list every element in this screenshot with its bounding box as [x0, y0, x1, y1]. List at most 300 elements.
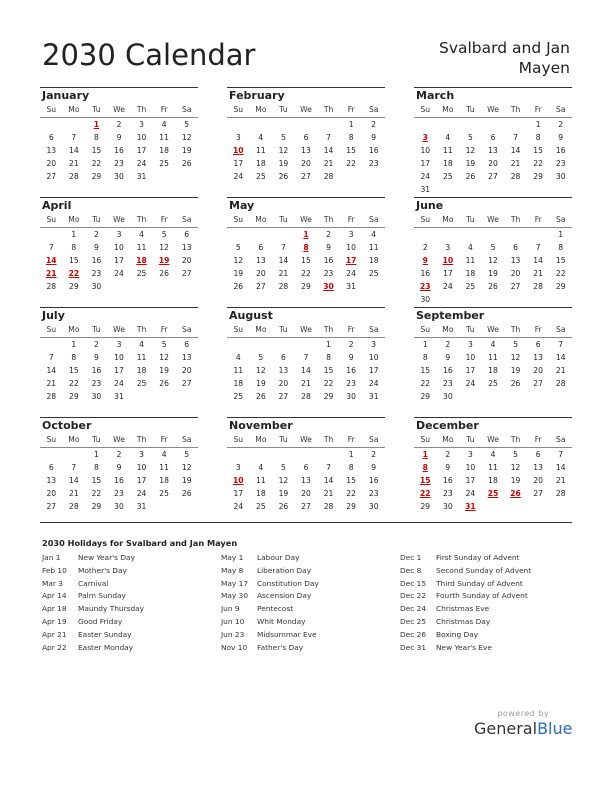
day-cell: 28	[555, 379, 566, 388]
weekday-label: Fr	[160, 105, 168, 114]
day-cell: 20	[533, 366, 543, 375]
month-name: May	[229, 199, 255, 212]
weekday-label: Su	[233, 325, 244, 334]
day-cell: 25	[159, 489, 169, 498]
day-cell: 3	[235, 463, 241, 472]
holiday-date: Feb 10	[42, 565, 67, 575]
weekday-label: Fr	[347, 215, 355, 224]
day-cell: 13	[488, 146, 498, 155]
day-cell: 6	[184, 340, 190, 349]
day-cell: 27	[256, 282, 266, 291]
day-cell: 26	[181, 159, 192, 168]
day-cell: 17	[368, 366, 379, 375]
empty-cell	[227, 448, 250, 461]
empty-cell	[482, 228, 505, 241]
day-cell: 7	[48, 353, 54, 362]
weekday-label: Sa	[369, 215, 379, 224]
day-cell: 1	[71, 340, 77, 349]
day-cell: 30	[443, 392, 453, 401]
month-october	[40, 417, 198, 513]
day-cell: 18	[159, 476, 169, 485]
holiday-row	[221, 565, 401, 578]
empty-cell	[317, 448, 340, 461]
day-cell: 13	[533, 353, 543, 362]
empty-cell	[317, 118, 340, 131]
holiday-name: Whit Monday	[257, 616, 306, 626]
day-cell: 11	[465, 256, 476, 265]
day-cell: 19	[510, 476, 521, 485]
holiday-date: Jan 1	[42, 553, 61, 562]
holiday-day: 21	[45, 269, 57, 278]
day-cell: 25	[136, 269, 147, 278]
day-cell: 27	[46, 502, 57, 511]
holiday-row	[42, 603, 222, 616]
day-cell: 27	[533, 379, 543, 388]
day-cell: 4	[490, 340, 496, 349]
day-cell: 30	[91, 392, 102, 401]
day-cell: 28	[69, 172, 79, 181]
weekday-label: We	[300, 435, 312, 444]
holiday-date: Apr 18	[42, 604, 67, 614]
month-march	[414, 87, 572, 196]
holidays-column	[221, 552, 401, 654]
empty-cell	[295, 118, 318, 131]
day-cell: 11	[256, 476, 266, 485]
day-cell: 17	[114, 256, 124, 265]
day-cell: 26	[159, 269, 169, 278]
day-cell: 22	[301, 269, 311, 278]
holiday-row	[42, 590, 222, 603]
holiday-row	[42, 578, 222, 591]
day-grid	[227, 338, 385, 403]
weekday-header	[40, 213, 198, 228]
day-cell: 12	[510, 353, 521, 362]
empty-cell	[250, 338, 273, 351]
day-cell: 21	[510, 159, 521, 168]
day-cell: 14	[555, 463, 566, 472]
empty-cell	[504, 118, 527, 131]
holiday-date: Jun 23	[221, 629, 245, 639]
day-cell: 27	[181, 269, 192, 278]
page-title: 2030 Calendar	[42, 38, 256, 72]
day-cell: 29	[69, 282, 79, 291]
day-cell: 22	[420, 379, 431, 388]
weekday-label: Tu	[92, 105, 101, 114]
holiday-name: Easter Sunday	[78, 629, 132, 639]
day-cell: 24	[114, 269, 124, 278]
day-cell: 9	[371, 463, 377, 472]
day-cell: 15	[420, 366, 431, 375]
empty-cell	[40, 448, 63, 461]
holiday-date: Dec 26	[400, 629, 427, 639]
weekday-label: Tu	[466, 215, 475, 224]
holiday-name: Mother's Day	[78, 565, 127, 575]
day-cell: 12	[465, 146, 476, 155]
month-name: July	[42, 309, 65, 322]
day-cell: 19	[159, 366, 169, 375]
holiday-date: May 17	[221, 578, 249, 588]
day-cell: 16	[346, 366, 356, 375]
holiday-day: 10	[232, 146, 244, 155]
day-cell: 28	[278, 282, 289, 291]
holiday-day: 14	[45, 256, 57, 265]
day-cell: 30	[114, 172, 124, 181]
day-cell: 20	[46, 159, 57, 168]
holiday-day: 3	[422, 133, 428, 142]
day-cell: 14	[301, 366, 311, 375]
day-cell: 23	[368, 159, 379, 168]
holiday-name: Pentecost	[257, 604, 294, 614]
holiday-day: 26	[510, 489, 521, 498]
day-cell: 12	[159, 353, 169, 362]
day-cell: 6	[535, 340, 541, 349]
weekday-label: Tu	[92, 435, 101, 444]
empty-cell	[437, 118, 460, 131]
day-cell: 6	[303, 463, 309, 472]
day-cell: 15	[91, 146, 102, 155]
day-cell: 9	[94, 353, 99, 362]
holiday-row	[400, 616, 580, 629]
day-cell: 22	[69, 379, 79, 388]
day-cell: 12	[181, 133, 192, 142]
day-cell: 11	[368, 243, 379, 252]
day-cell: 4	[490, 450, 496, 459]
day-cell: 14	[533, 256, 543, 265]
holiday-date: Mar 3	[42, 578, 63, 588]
holiday-name: Palm Sunday	[78, 591, 126, 601]
day-cell: 1	[94, 450, 99, 459]
day-cell: 8	[558, 243, 564, 252]
day-cell: 24	[233, 502, 244, 511]
weekday-label: Fr	[160, 215, 168, 224]
day-cell: 13	[278, 366, 289, 375]
holiday-date: Nov 10	[221, 642, 248, 652]
month-name: June	[416, 199, 444, 212]
day-cell: 5	[184, 450, 190, 459]
day-cell: 15	[69, 256, 79, 265]
day-cell: 7	[535, 243, 541, 252]
day-cell: 10	[368, 353, 379, 362]
weekday-label: Th	[136, 105, 147, 114]
day-cell: 20	[181, 256, 192, 265]
month-june	[414, 197, 572, 306]
brand-name	[474, 719, 572, 738]
day-cell: 6	[303, 133, 309, 142]
day-cell: 13	[256, 256, 266, 265]
day-cell: 18	[256, 159, 266, 168]
holiday-name: Father's Day	[257, 642, 304, 652]
holiday-name: Third Sunday of Advent	[436, 578, 523, 588]
empty-cell	[414, 118, 437, 131]
holiday-row	[400, 642, 580, 655]
day-cell: 20	[278, 379, 289, 388]
holiday-date: Apr 21	[42, 629, 67, 639]
weekday-label: Sa	[369, 105, 379, 114]
holiday-name: Easter Monday	[78, 642, 134, 652]
month-name: November	[229, 419, 293, 432]
day-cell: 27	[278, 392, 289, 401]
day-cell: 10	[420, 146, 431, 155]
day-cell: 26	[278, 502, 289, 511]
empty-cell	[272, 118, 295, 131]
empty-cell	[250, 228, 273, 241]
holiday-name: Fourth Sunday of Advent	[436, 591, 528, 601]
day-cell: 23	[443, 489, 453, 498]
weekday-label: Sa	[556, 325, 566, 334]
month-july	[40, 307, 198, 403]
weekday-label: Su	[46, 435, 57, 444]
day-cell: 26	[181, 489, 192, 498]
holiday-name: Boxing Day	[436, 629, 479, 639]
empty-cell	[459, 228, 482, 241]
day-cell: 24	[420, 172, 431, 181]
weekday-label: We	[487, 105, 499, 114]
day-cell: 21	[323, 489, 334, 498]
weekday-label: Mo	[442, 215, 454, 224]
day-cell: 11	[159, 463, 169, 472]
empty-cell	[63, 118, 86, 131]
month-name: December	[416, 419, 479, 432]
weekday-label: Sa	[556, 435, 566, 444]
day-cell: 1	[348, 450, 354, 459]
day-cell: 29	[323, 392, 334, 401]
month-name: September	[416, 309, 485, 322]
holiday-day: 15	[419, 476, 431, 485]
weekday-label: Mo	[442, 435, 454, 444]
weekday-label: Tu	[279, 215, 288, 224]
weekday-label: We	[300, 105, 312, 114]
day-cell: 2	[371, 120, 377, 129]
weekday-label: Mo	[442, 105, 454, 114]
day-cell: 22	[346, 489, 356, 498]
day-cell: 18	[256, 489, 266, 498]
holiday-date: May 1	[221, 553, 244, 562]
day-cell: 15	[69, 366, 79, 375]
weekday-label: Su	[46, 105, 57, 114]
day-cell: 25	[368, 269, 379, 278]
day-cell: 21	[323, 159, 334, 168]
day-cell: 13	[301, 146, 311, 155]
day-cell: 29	[346, 502, 356, 511]
day-cell: 4	[161, 450, 167, 459]
holiday-day: 25	[487, 489, 499, 498]
holiday-name: Christmas Eve	[436, 604, 490, 614]
day-cell: 24	[465, 489, 476, 498]
day-cell: 18	[488, 366, 498, 375]
day-cell: 18	[368, 256, 379, 265]
day-cell: 12	[278, 146, 289, 155]
day-cell: 31	[114, 392, 124, 401]
holiday-row	[221, 603, 401, 616]
day-cell: 26	[256, 392, 266, 401]
day-cell: 7	[558, 450, 564, 459]
day-cell: 7	[71, 463, 77, 472]
day-cell: 3	[139, 450, 144, 459]
day-cell: 8	[94, 133, 99, 142]
day-cell: 4	[445, 133, 451, 142]
holidays-title: 2030 Holidays for Svalbard and Jan Mayen	[42, 538, 238, 548]
weekday-label: Tu	[466, 435, 475, 444]
empty-cell	[250, 118, 273, 131]
empty-cell	[40, 338, 63, 351]
holidays-divider	[40, 522, 572, 523]
day-cell: 17	[114, 366, 124, 375]
day-cell: 29	[69, 392, 79, 401]
day-cell: 16	[443, 366, 453, 375]
empty-cell	[527, 228, 550, 241]
empty-cell	[295, 338, 318, 351]
empty-cell	[272, 228, 295, 241]
day-cell: 19	[278, 159, 289, 168]
day-cell: 7	[513, 133, 518, 142]
holiday-day: 17	[345, 256, 357, 265]
weekday-label: Su	[46, 215, 57, 224]
day-grid	[414, 228, 572, 306]
day-cell: 17	[420, 159, 431, 168]
empty-cell	[227, 118, 250, 131]
day-cell: 3	[468, 450, 473, 459]
day-cell: 23	[346, 379, 356, 388]
weekday-label: We	[487, 325, 499, 334]
day-cell: 29	[420, 502, 431, 511]
weekday-label: Fr	[534, 435, 542, 444]
empty-cell	[63, 448, 86, 461]
weekday-header	[40, 103, 198, 118]
day-cell: 24	[465, 379, 476, 388]
day-cell: 10	[114, 243, 124, 252]
weekday-label: Fr	[160, 435, 168, 444]
holiday-date: Dec 8	[400, 565, 422, 575]
day-cell: 29	[91, 502, 102, 511]
day-cell: 25	[443, 172, 453, 181]
holiday-name: Labour Day	[257, 553, 300, 562]
day-cell: 17	[233, 489, 244, 498]
day-cell: 14	[510, 146, 521, 155]
day-cell: 8	[348, 133, 354, 142]
day-cell: 30	[368, 502, 379, 511]
day-grid	[40, 228, 198, 293]
holiday-row	[221, 578, 401, 591]
holiday-row	[400, 578, 580, 591]
weekday-label: We	[300, 325, 312, 334]
holiday-name: Liberation Day	[257, 565, 312, 575]
weekday-label: Fr	[347, 325, 355, 334]
holiday-row	[42, 565, 222, 578]
day-cell: 31	[420, 185, 431, 194]
day-cell: 31	[136, 502, 147, 511]
brand-general: General	[474, 719, 538, 738]
month-november	[227, 417, 385, 513]
weekday-label: Th	[510, 105, 521, 114]
day-cell: 27	[46, 172, 57, 181]
day-cell: 23	[91, 379, 102, 388]
day-cell: 11	[136, 353, 147, 362]
day-cell: 23	[443, 379, 453, 388]
weekday-label: Mo	[68, 215, 80, 224]
day-cell: 19	[465, 159, 476, 168]
day-cell: 6	[48, 463, 54, 472]
day-cell: 5	[513, 340, 518, 349]
weekday-label: Fr	[534, 215, 542, 224]
holiday-name: Carnival	[78, 578, 109, 588]
day-cell: 20	[533, 476, 543, 485]
weekday-header	[414, 433, 572, 448]
day-cell: 27	[301, 502, 311, 511]
day-cell: 7	[281, 243, 286, 252]
day-cell: 13	[46, 146, 57, 155]
day-cell: 30	[91, 282, 102, 291]
holiday-row	[400, 629, 580, 642]
day-cell: 8	[535, 133, 541, 142]
holiday-day: 1	[93, 120, 100, 129]
day-cell: 27	[181, 379, 192, 388]
weekday-header	[414, 323, 572, 338]
day-cell: 11	[136, 243, 147, 252]
day-cell: 18	[136, 366, 147, 375]
weekday-header	[227, 213, 385, 228]
weekday-label: Tu	[92, 215, 101, 224]
day-cell: 6	[535, 450, 541, 459]
weekday-label: Th	[136, 435, 147, 444]
empty-cell	[272, 338, 295, 351]
day-cell: 2	[94, 230, 99, 239]
holiday-name: New Year's Day	[78, 553, 135, 562]
brand-blue: Blue	[537, 719, 573, 738]
holiday-date: Apr 14	[42, 591, 67, 601]
day-cell: 16	[114, 476, 124, 485]
holiday-day: 31	[465, 502, 476, 511]
day-cell: 10	[136, 133, 147, 142]
weekday-label: Mo	[255, 105, 267, 114]
day-cell: 30	[420, 295, 431, 304]
weekday-label: Th	[323, 105, 334, 114]
empty-cell	[40, 118, 63, 131]
day-cell: 14	[555, 353, 566, 362]
day-cell: 10	[136, 463, 147, 472]
day-cell: 4	[258, 133, 264, 142]
day-cell: 28	[555, 489, 566, 498]
day-cell: 6	[184, 230, 190, 239]
day-cell: 20	[301, 159, 311, 168]
day-cell: 26	[510, 379, 521, 388]
day-cell: 3	[371, 340, 377, 349]
weekday-label: Th	[136, 215, 147, 224]
holiday-date: Jun 9	[221, 604, 240, 614]
day-cell: 4	[371, 230, 377, 239]
day-cell: 27	[510, 282, 521, 291]
day-cell: 8	[348, 463, 354, 472]
weekday-label: Mo	[68, 105, 80, 114]
day-cell: 23	[114, 489, 124, 498]
day-cell: 6	[258, 243, 264, 252]
holiday-row	[400, 590, 580, 603]
weekday-label: We	[487, 435, 499, 444]
holiday-day: 10	[442, 256, 454, 265]
holiday-day: 18	[136, 256, 147, 265]
day-cell: 15	[533, 146, 543, 155]
month-january	[40, 87, 198, 183]
day-cell: 27	[301, 172, 311, 181]
day-cell: 31	[346, 282, 356, 291]
day-grid	[227, 448, 385, 513]
holiday-day: 8	[303, 243, 309, 252]
holiday-row	[42, 642, 222, 655]
day-cell: 2	[326, 230, 331, 239]
holiday-day: 22	[68, 269, 80, 278]
day-cell: 24	[368, 379, 379, 388]
holiday-name: First Sunday of Advent	[436, 553, 520, 562]
day-cell: 29	[420, 392, 431, 401]
